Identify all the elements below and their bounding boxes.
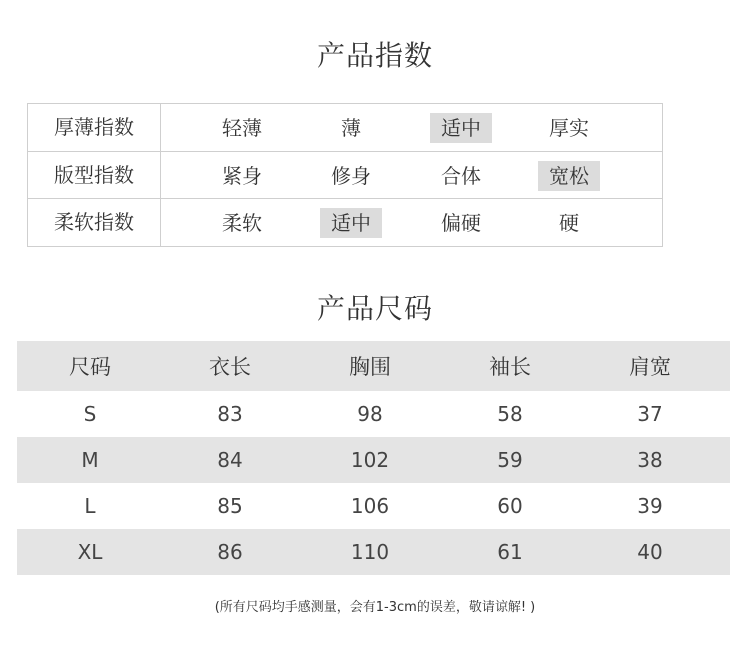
index-option: 厚实 [549, 116, 589, 140]
table-cell: 110 [350, 540, 390, 564]
table-cell: 39 [637, 494, 663, 518]
index-row-softness [28, 198, 662, 247]
table-row [17, 391, 730, 437]
size-table-header [17, 341, 730, 391]
table-cell: 102 [350, 448, 390, 472]
table-cell: 59 [497, 448, 523, 472]
table-cell: XL [77, 540, 103, 564]
header-cell-sleeve: 袖长 [489, 355, 531, 379]
table-cell: 83 [217, 402, 243, 426]
index-row-thickness [28, 104, 662, 151]
index-option: 轻薄 [222, 116, 262, 140]
product-index-title: 产品指数 [316, 39, 433, 72]
index-row-label: 版型指数 [54, 163, 134, 187]
header-cell-size: 尺码 [69, 355, 111, 379]
index-option: 薄 [341, 116, 361, 140]
table-cell: L [84, 494, 96, 518]
index-option-selected: 适中 [430, 113, 492, 143]
table-cell: S [83, 402, 97, 426]
product-index-table [27, 103, 663, 247]
table-cell: 38 [637, 448, 663, 472]
table-row [17, 437, 730, 483]
table-row [17, 529, 730, 575]
measurement-disclaimer: (所有尺码均手感测量，会有1-3cm的误差，敬请谅解! ) [214, 600, 536, 615]
table-cell: 86 [217, 540, 243, 564]
index-option: 修身 [331, 164, 371, 188]
table-cell: 60 [497, 494, 523, 518]
index-option: 硬 [559, 211, 579, 235]
index-option-selected: 适中 [320, 208, 382, 238]
table-cell: 98 [357, 402, 383, 426]
table-cell: 85 [217, 494, 243, 518]
table-cell: 106 [350, 494, 390, 518]
header-cell-length: 衣长 [209, 355, 251, 379]
index-option: 柔软 [222, 211, 262, 235]
index-option: 合体 [441, 164, 481, 188]
header-cell-chest: 胸围 [349, 355, 391, 379]
table-row [17, 483, 730, 529]
index-row-label: 厚薄指数 [54, 115, 134, 139]
index-option-selected: 宽松 [538, 161, 600, 191]
index-option: 偏硬 [441, 211, 481, 235]
table-cell: M [81, 448, 99, 472]
table-cell: 61 [497, 540, 523, 564]
header-cell-shoulder: 肩宽 [629, 355, 671, 379]
table-cell: 37 [637, 402, 663, 426]
table-cell: 84 [217, 448, 243, 472]
index-option: 紧身 [222, 164, 262, 188]
index-row-label: 柔软指数 [54, 210, 134, 234]
size-chart-table [17, 341, 730, 575]
table-cell: 58 [497, 402, 523, 426]
table-cell: 40 [637, 540, 663, 564]
index-row-fit [28, 151, 662, 199]
product-size-title: 产品尺码 [316, 292, 433, 325]
